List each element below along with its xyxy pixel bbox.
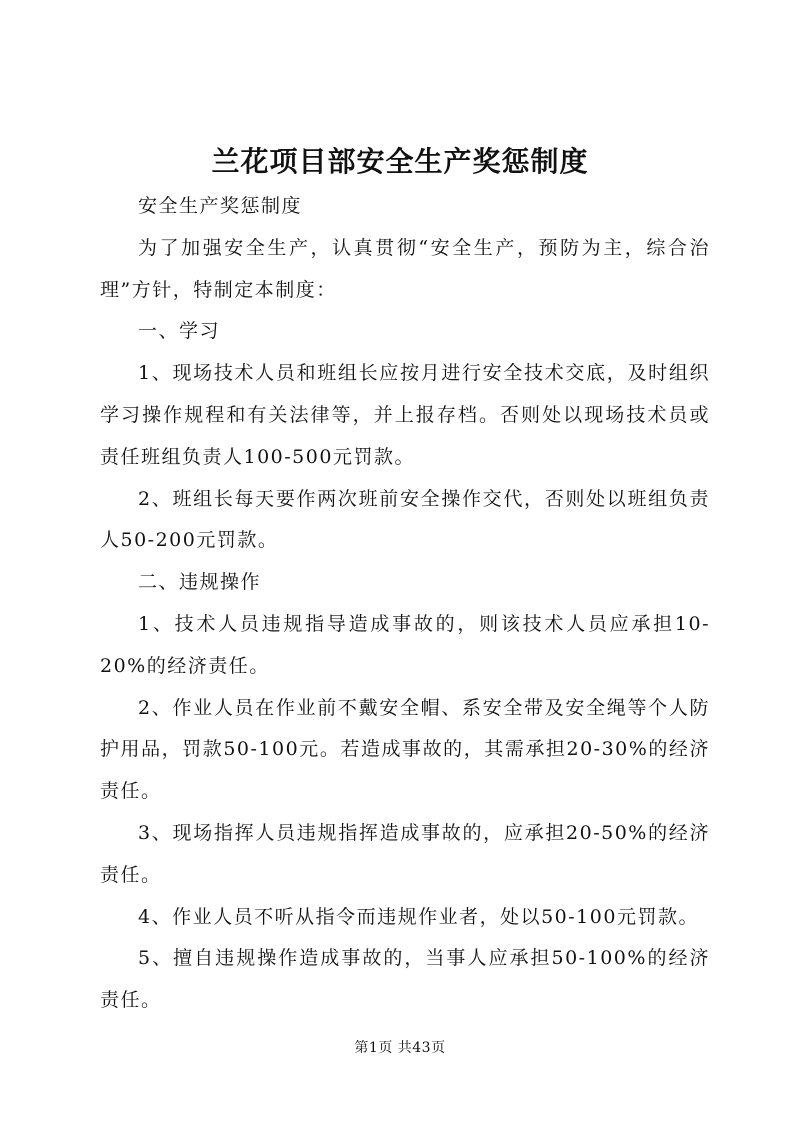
paragraph-violation-4: 4、作业人员不听从指令而违规作业者，处以50-100元罚款。 [138, 905, 699, 928]
paragraph-intro: 为了加强安全生产，认真贯彻“安全生产，预防为主，综合治理”方针，特制定本制度： [100, 236, 710, 301]
paragraph-violation-2: 2、作业人员在作业前不戴安全帽、系安全带及安全绳等个人防护用品，罚款50-100元。若造成事故的，其需承担20-30%的经济责任。 [100, 696, 710, 803]
paragraph-violation-5: 5、擅自违规操作造成事故的，当事人应承担50-100%的经济责任。 [100, 947, 710, 1012]
page-number-footer: 第1页 共43页 [354, 1040, 446, 1056]
paragraph-study-1: 1、现场技术人员和班组长应按月进行安全技术交底，及时组织学习操作规程和有关法律等，并上报存档。否则处以现场技术员或责任班组负责人100-500元罚款。 [100, 362, 710, 468]
paragraph-violation-1: 1、技术人员违规指导造成事故的，则该技术人员应承担10-20%的经济责任。 [100, 612, 710, 677]
section-heading-study: 一、学习 [138, 320, 221, 343]
paragraph-subtitle: 安全生产奖惩制度 [138, 195, 303, 217]
section-heading-violation: 二、违规操作 [138, 571, 262, 594]
document-title: 兰花项目部安全生产奖惩制度 [211, 145, 589, 178]
paragraph-study-2: 2、班组长每天要作两次班前安全操作交代，否则处以班组负责人50-200元罚款。 [100, 487, 710, 552]
document-body [100, 186, 710, 1022]
paragraph-violation-3: 3、现场指挥人员违规指挥造成事故的，应承担20-50%的经济责任。 [100, 821, 710, 886]
